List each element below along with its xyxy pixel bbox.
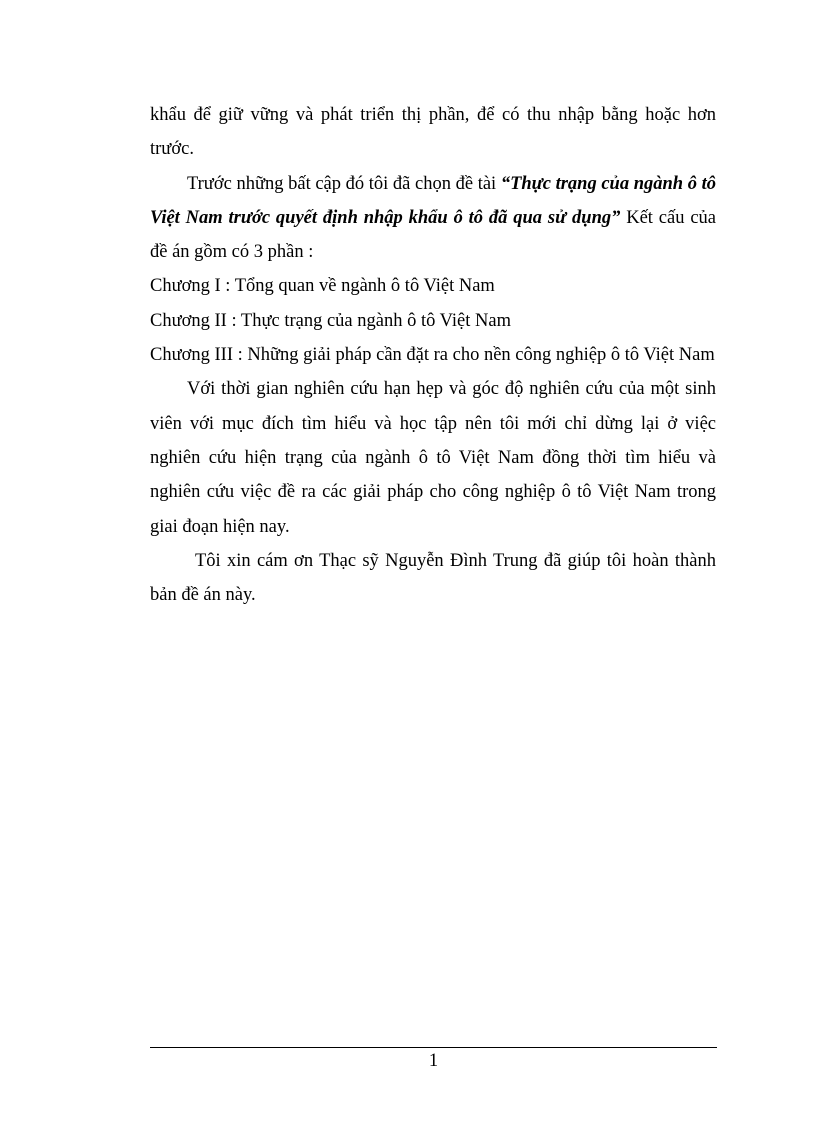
chapter-3-line: Chương III : Những giải pháp cần đặt ra cho nền công nghiệp ô tô Việt Nam <box>150 345 715 366</box>
document-body <box>150 98 716 612</box>
topic-title: “Thực trạng của ngành ô tô Việt Nam trước quyết định nhập khẩu ô tô đã qua sử dụng” <box>150 173 716 228</box>
chapter-2-line: Chương II : Thực trạng của ngành ô tô Việt Nam <box>150 310 511 331</box>
footer-divider <box>150 1047 717 1048</box>
chapter-1-line: Chương I : Tổng quan về ngành ô tô Việt Nam <box>150 276 495 297</box>
paragraph-topic <box>150 167 716 270</box>
page-number: 1 <box>428 1051 439 1071</box>
topic-lead-text: Trước những bất cập đó tôi đã chọn đề tài <box>187 173 501 194</box>
paragraph-scope: Với thời gian nghiên cứu hạn hẹp và góc độ nghiên cứu của một sinh viên với mục đích tìm hiểu và học tập nên tôi mới chỉ dừng lại ở việc nghiên cứu hiện trạng của ngành ô tô Việt Nam đồng thời tìm hiểu và nghiên cứu việc đề ra các giải pháp cho công nghiệp ô tô Việt Nam trong giai đoạn hiện nay. <box>150 379 716 537</box>
topic-structure-text: Kết cấu của đề án gồm có 3 phần : <box>150 207 716 263</box>
paragraph-acknowledgement: Tôi xin cám ơn Thạc sỹ Nguyễn Đình Trung đã giúp tôi hoàn thành bản đề án này. <box>150 550 716 606</box>
paragraph-intro-continuation: khẩu để giữ vững và phát triển thị phần, để có thu nhập bằng hoặc hơn trước. <box>150 105 716 160</box>
